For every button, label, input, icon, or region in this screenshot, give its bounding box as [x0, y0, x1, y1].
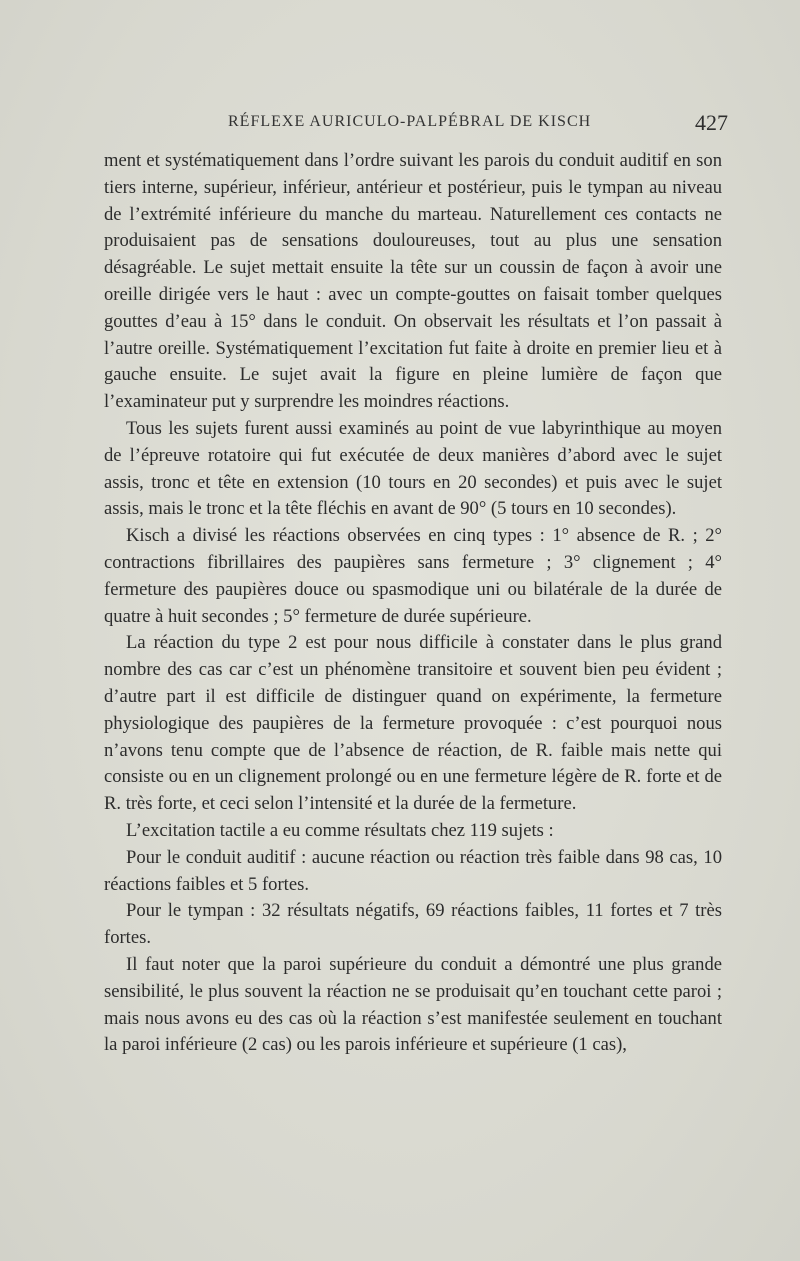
paragraph-tactile-results: L’excitation tactile a eu comme résultats chez 119 sujets : [126, 819, 554, 841]
paragraph-type-2: La réaction du type 2 est pour nous difficile à constater dans le plus grand nombre des cas car c’est un phénomène transitoire et souvent bien peu évident ; d’autre part il est difficile de distinguer quand on expérimente, la fermeture physiologique des paupières de la fermeture provoquée : c’est pourquoi nous n’avons tenu compte que de l’absence de réaction, de R. faible mais nette qui consiste ou en un clignement prolongé ou en une fermeture légère de R. forte et de R. très forte, et ceci selon l’intensité et la durée de la fermeture. [104, 632, 722, 815]
running-head: RÉFLEXE AURICULO-PALPÉBRAL DE KISCH [228, 113, 592, 130]
paragraph-conduit-results: Pour le conduit auditif : aucune réaction ou réaction très faible dans 98 cas, 10 réactions faibles et 5 fortes. [104, 846, 722, 895]
paragraph-kisch-types: Kisch a divisé les réactions observées en cinq types : 1° absence de R. ; 2° contractions fibrillaires des paupières sans fermeture ; 3° clignement ; 4° fermeture des paupières douce ou spasmodique uni ou bilatérale de la durée de quatre à huit secondes ; 5° fermeture de durée supérieure. [104, 525, 722, 627]
page-number: 427 [695, 110, 728, 135]
paragraph-continuation: ment et systématiquement dans l’ordre suivant les parois du conduit auditif en son tiers interne, supérieur, inférieur, antérieur et postérieur, puis le tympan au niveau de l’extrémité inférieure du manche du marteau. Naturellement ces contacts ne produisaient pas de sensations douloureuses, tout au plus une sensation désagréable. Le sujet mettait ensuite la tête sur un coussin de façon à avoir une oreille dirigée vers le haut : avec un compte-gouttes on faisait tomber quelques gouttes d’eau à 15° dans le conduit. On observait les résultats et l’on passait à l’autre oreille. Systématiquement l’excitation fut faite à droite en premier lieu et à gauche ensuite. Le sujet avait la figure en pleine lumière de façon que l’examinateur put y surprendre les moindres réactions. [104, 150, 722, 413]
paragraph-tympan-results: Pour le tympan : 32 résultats négatifs, 69 réactions faibles, 11 fortes et 7 très fortes. [104, 900, 722, 949]
body-text [104, 148, 722, 1059]
page-header [104, 110, 734, 136]
paragraph-labyrinth-test: Tous les sujets furent aussi examinés au point de vue labyrinthique au moyen de l’épreuve rotatoire qui fut exécutée de deux manières d’abord avec le sujet assis, tronc et tête en extension (10 tours en 20 secondes) et puis avec le sujet assis, mais le tronc et la tête fléchis en avant de 90° (5 tours en 10 secondes). [104, 417, 722, 520]
paragraph-upper-wall: Il faut noter que la paroi supérieure du conduit a démontré une plus grande sensibilité, le plus souvent la réaction ne se produisait qu’en touchant cette paroi ; mais nous avons eu des cas où la réaction s’est manifestée seulement en touchant la paroi inférieure (2 cas) ou les parois inférieure et supérieure (1 cas), [104, 953, 722, 1056]
